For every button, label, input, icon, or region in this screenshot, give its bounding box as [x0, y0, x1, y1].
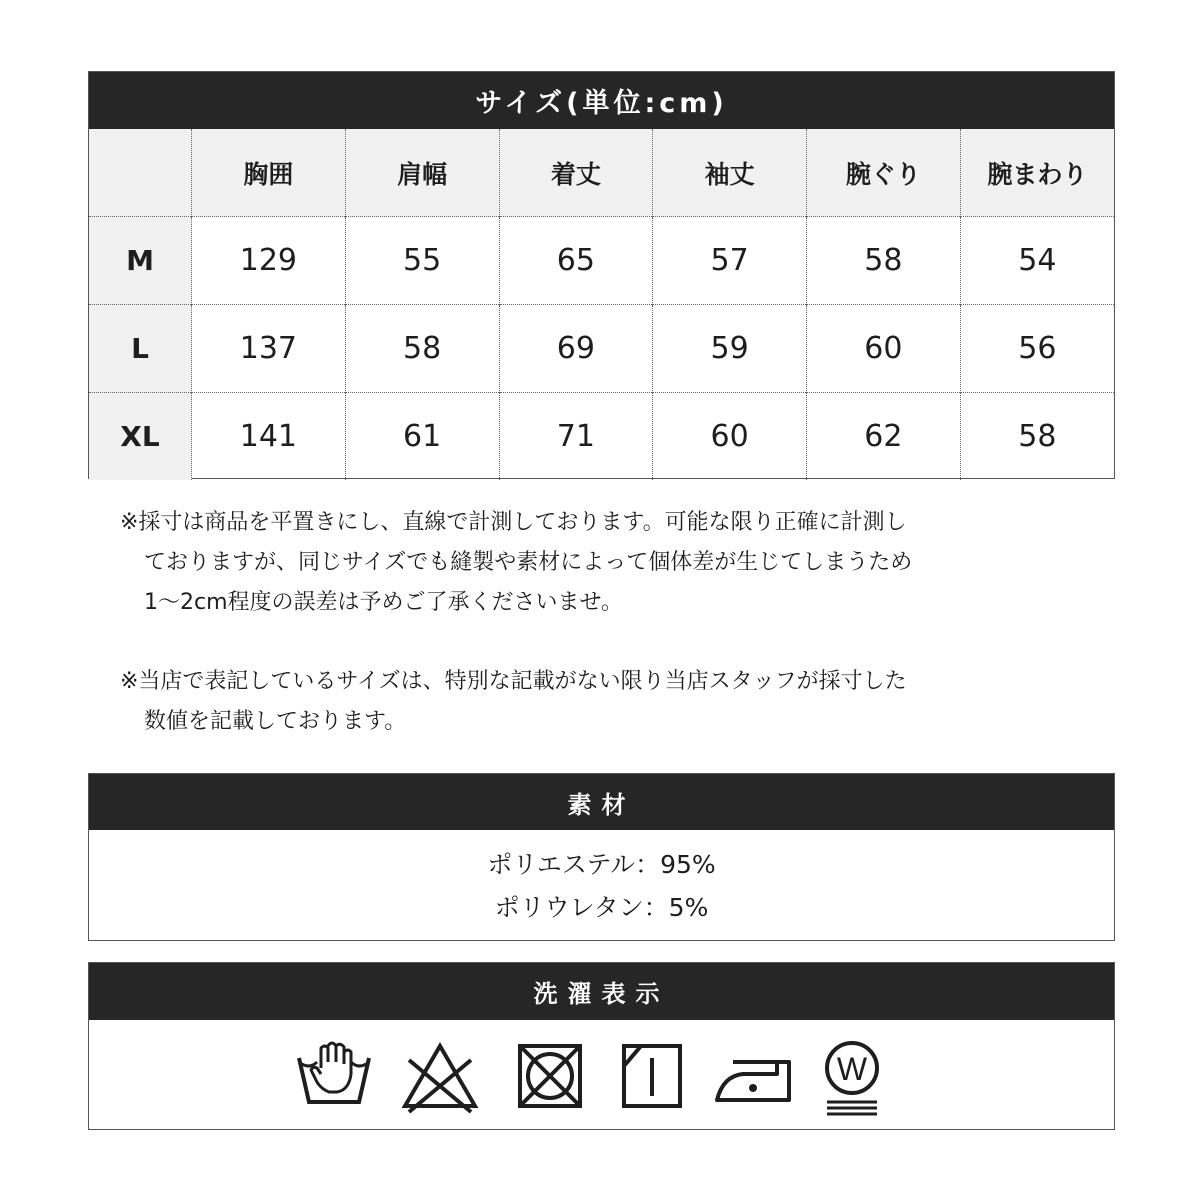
note-line: ておりますが、同じサイズでも縫製や素材によって個体差が生じてしまうため [144, 550, 913, 575]
line-dry-icon [619, 1038, 685, 1118]
table-cell: 65 [499, 217, 653, 305]
material-content [89, 830, 1114, 929]
header-length: 着丈 [499, 129, 653, 217]
table-cell: 60 [653, 393, 807, 481]
no-tumble-dry-icon [515, 1038, 585, 1118]
material-line: ポリエステル：95% [487, 850, 716, 879]
table-cell: 56 [960, 305, 1114, 393]
care-section [88, 962, 1115, 1130]
header-arm-circumference: 腕まわり [960, 129, 1114, 217]
table-row [89, 393, 1114, 481]
material-title: 素材 [89, 774, 1114, 830]
note-line: ※当店で表記しているサイズは、特別な記載がない限り当店スタッフが採寸した [120, 669, 907, 694]
no-bleach-icon [401, 1038, 479, 1118]
size-label: XL [89, 393, 192, 481]
header-chest: 胸囲 [192, 129, 346, 217]
table-cell: 58 [960, 393, 1114, 481]
note-line: 数値を記載しております。 [144, 709, 407, 734]
table-cell: 129 [192, 217, 346, 305]
table-cell: 57 [653, 217, 807, 305]
table-cell: 62 [807, 393, 961, 481]
note-line: 1〜2cm程度の誤差は予めご了承くださいませ。 [144, 590, 623, 615]
size-table-section [88, 71, 1115, 479]
size-table-title: サイズ(単位:cm) [89, 72, 1114, 129]
table-cell: 137 [192, 305, 346, 393]
table-cell: 60 [807, 305, 961, 393]
wet-clean-very-gentle-icon [819, 1038, 885, 1118]
material-line: ポリウレタン：5% [494, 893, 709, 922]
table-cell: 61 [345, 393, 499, 481]
iron-low-icon [713, 1038, 793, 1118]
wet-clean-label: W [836, 1051, 868, 1087]
hand-wash-icon [295, 1038, 373, 1118]
note-line: ※採寸は商品を平置きにし、直線で計測しております。可能な限り正確に計測し [120, 510, 907, 535]
table-row [89, 217, 1114, 305]
table-cell: 58 [807, 217, 961, 305]
size-label: L [89, 305, 192, 393]
table-cell: 69 [499, 305, 653, 393]
table-row [89, 305, 1114, 393]
header-armhole: 腕ぐり [807, 129, 961, 217]
table-cell: 59 [653, 305, 807, 393]
table-cell: 54 [960, 217, 1114, 305]
table-cell: 71 [499, 393, 653, 481]
table-cell: 58 [345, 305, 499, 393]
table-corner-cell [89, 129, 192, 217]
size-label: M [89, 217, 192, 305]
care-title: 洗濯表示 [89, 963, 1114, 1020]
table-cell: 141 [192, 393, 346, 481]
measurement-note [120, 503, 1020, 623]
material-section [88, 773, 1115, 941]
size-table [89, 129, 1114, 480]
size-source-note [120, 662, 1020, 742]
care-icons [289, 1038, 889, 1118]
header-shoulder: 肩幅 [345, 129, 499, 217]
size-table-header-row [89, 129, 1114, 217]
header-sleeve: 袖丈 [653, 129, 807, 217]
table-cell: 55 [345, 217, 499, 305]
